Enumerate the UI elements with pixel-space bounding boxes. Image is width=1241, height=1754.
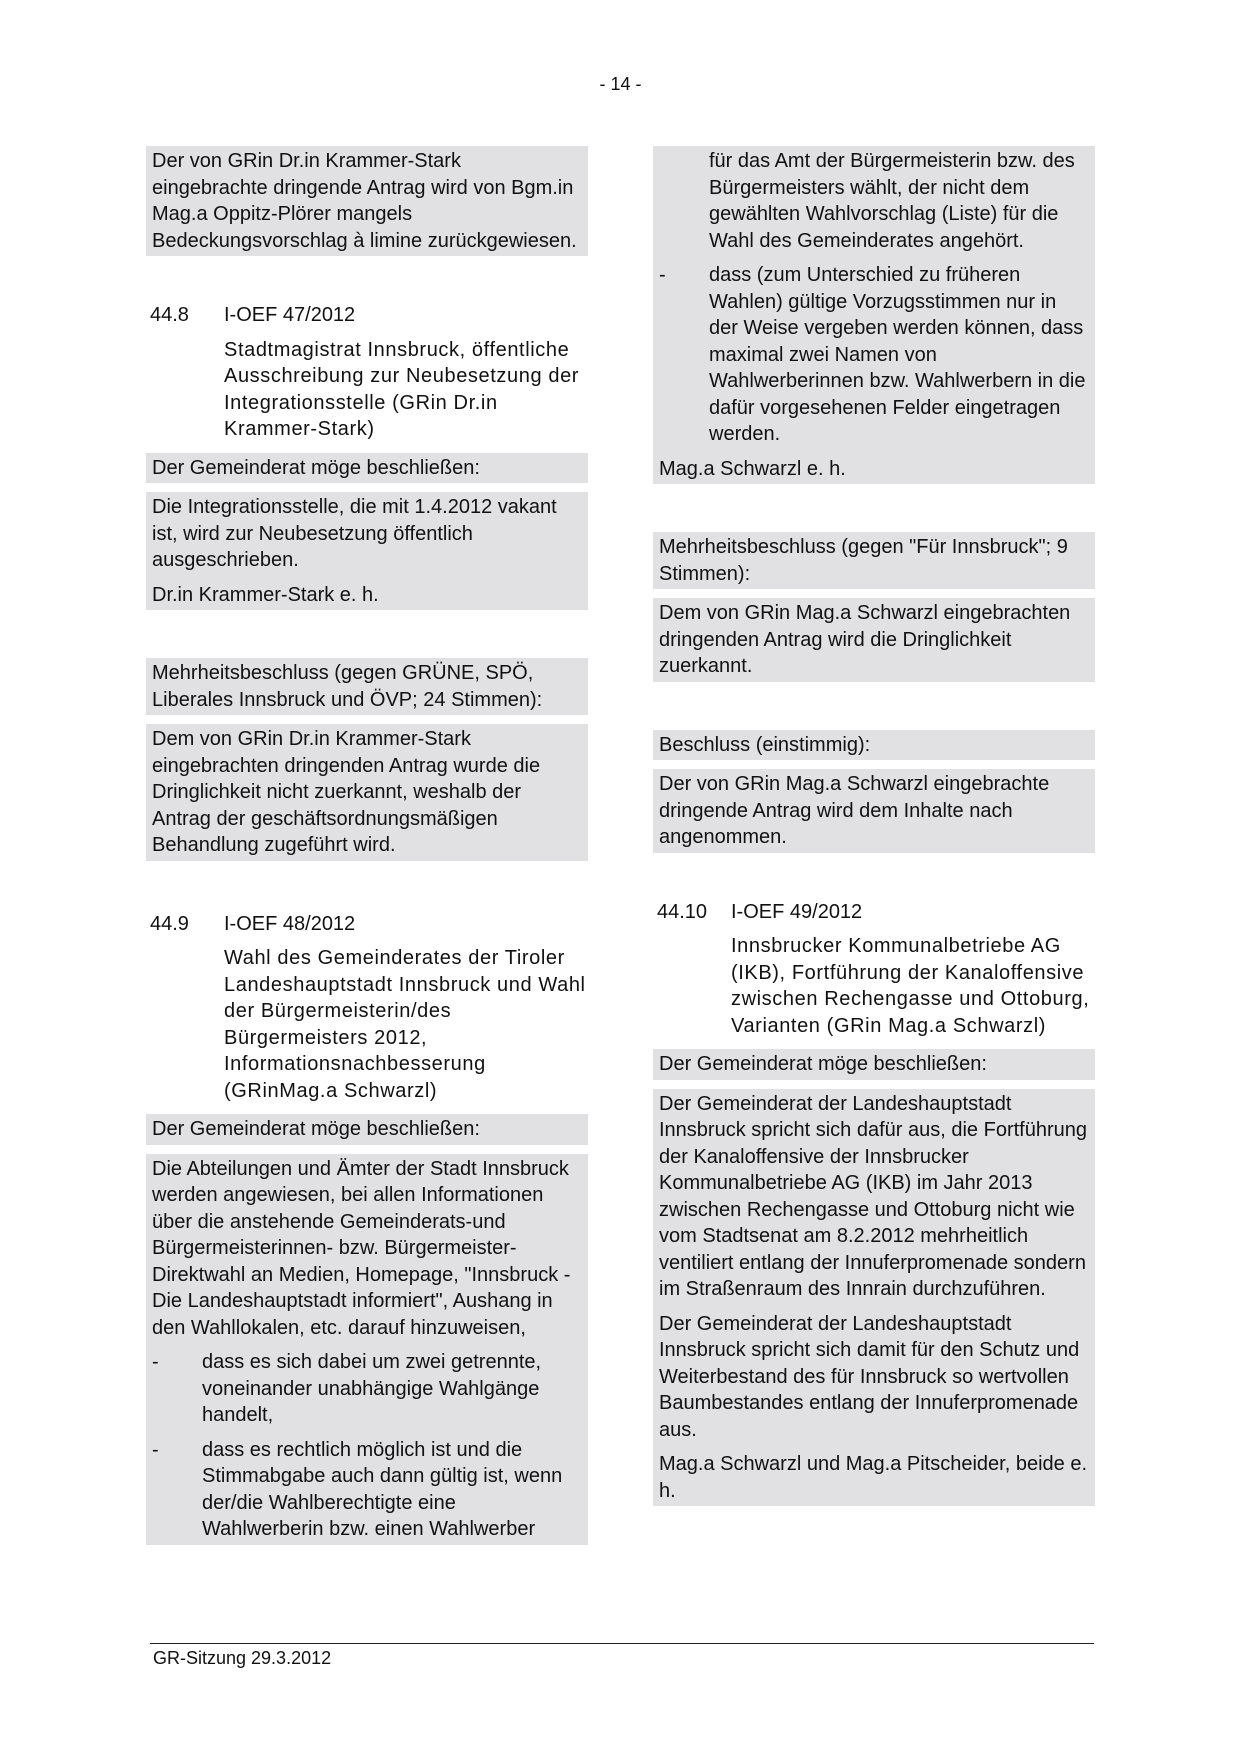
- urgency-heading: Mehrheitsbeschluss (gegen "Für Innsbruck"; 9 Stimmen):: [659, 536, 1068, 585]
- item-title: Wahl des Gemeinderates der Tiroler Landeshauptstadt Innsbruck und Wahl der Bürgermeisterin/des Bürgermeisters 2012, Informationsnachbesserung (GRinMag.a Schwarzl): [224, 947, 586, 1102]
- decision-text: Dem von GRin Dr.in Krammer-Stark eingebrachten dringenden Antrag wurde die Dringlichkeit nicht zuerkannt, weshalb der Antrag der geschäftsordnungsmäßigen Behandlung zugeführt wird.: [152, 728, 541, 856]
- decision-heading: Beschluss (einstimmig):: [659, 733, 871, 756]
- motion-text: Die Abteilungen und Ämter der Stadt Innsbruck werden angewiesen, bei allen Informationen über die anstehende Gemeinderats-und Bürgermeisterinnen- bzw. Bürgermeister-Direktwahl an Medien, Homepage, "Innsbruck - Die Landeshauptstadt informiert", Aushang in den Wahllokalen, etc. darauf hinzuweisen,: [152, 1157, 571, 1339]
- list-item-text: dass es sich dabei um zwei getrennte, voneinander unabhängige Wahlgänge handelt,: [202, 1351, 542, 1426]
- list-item: [659, 262, 1089, 448]
- motion-heading: Der Gemeinderat möge beschließen:: [152, 1118, 480, 1140]
- dash-bullet: -: [152, 1438, 159, 1461]
- decision-text: Der von GRin Mag.a Schwarzl eingebrachte dringende Antrag wird dem Inhalte nach angenommen.: [659, 773, 1050, 848]
- decision-heading: Mehrheitsbeschluss (gegen GRÜNE, SPÖ, Liberales Innsbruck und ÖVP; 24 Stimmen):: [152, 662, 543, 711]
- item-code: I-OEF 49/2012: [731, 900, 863, 923]
- footer-divider: [150, 1643, 1094, 1644]
- page-number: - 14 -: [599, 74, 642, 94]
- dash-bullet: -: [152, 1351, 159, 1373]
- rejection-block: [146, 146, 588, 256]
- list-item: [152, 1437, 582, 1543]
- dash-bullet: -: [659, 264, 666, 286]
- item-header-44-8: [146, 302, 588, 329]
- list-item-text: dass es rechtlich möglich ist und die Stimmabgabe auch dann gültig ist, wenn der/die Wahlberechtigte eine Wahlwerberin bzw. einen Wahlwerber: [202, 1438, 563, 1540]
- urgency-body: [653, 598, 1095, 682]
- item-code: I-OEF 48/2012: [224, 912, 356, 935]
- item-number: 44.9: [150, 912, 189, 935]
- motion-body: [146, 1154, 588, 1545]
- rejection-text: Der von GRin Dr.in Krammer-Stark eingebrachte dringende Antrag wird von Bgm.in Mag.a Oppitz-Plörer mangels Bedeckungsvorschlag à limine zurückgewiesen.: [152, 150, 577, 252]
- item-title: Stadtmagistrat Innsbruck, öffentliche Ausschreibung zur Neubesetzung der Integrationsstelle (GRin Dr.in Krammer-Stark): [224, 338, 580, 440]
- item-header-44-9: [146, 911, 588, 938]
- signature: Mag.a Schwarzl und Mag.a Pitscheider, beide e. h.: [659, 1453, 1088, 1502]
- item-number: 44.8: [150, 304, 189, 326]
- decision-body: [653, 769, 1095, 853]
- list-item: [152, 1349, 582, 1429]
- motion-text-1: Der Gemeinderat der Landeshauptstadt Innsbruck spricht sich dafür aus, die Fortführung der Kanaloffensive der Innsbrucker Kommunalbetriebe AG (IKB) im Jahr 2013 zwischen Rechengasse und Ottoburg nicht wie vom Stadtsenat am 8.2.2012 mehrheitlich ventiliert entlang der Innuferpromenade sondern im Straßenraum des Innrain durchzuführen.: [659, 1092, 1087, 1300]
- motion-block: [146, 453, 588, 484]
- footer-text: GR-Sitzung 29.3.2012: [153, 1648, 332, 1668]
- motion-text: Die Integrationsstelle, die mit 1.4.2012 vakant ist, wird zur Neubesetzung öffentlich ausgeschrieben.: [152, 496, 557, 571]
- list-item-text: dass (zum Unterschied zu früheren Wahlen) gültige Vorzugsstimmen nur in der Weise vergeben werden können, dass maximal zwei Namen von Wahlwerberinnen bzw. Wahlwerbern in die dafür vorgesehenen Felder eingetragen werden.: [709, 264, 1086, 445]
- decision-heading-block: [146, 658, 588, 715]
- decision-heading-block: [653, 730, 1095, 761]
- signature: Mag.a Schwarzl e. h.: [659, 457, 846, 480]
- urgency-text: Dem von GRin Mag.a Schwarzl eingebrachten dringenden Antrag wird die Dringlichkeit zuerkannt.: [659, 602, 1071, 677]
- item-code: I-OEF 47/2012: [224, 304, 356, 326]
- motion-body: [146, 492, 588, 610]
- item-title: Innsbrucker Kommunalbetriebe AG (IKB), Fortführung der Kanaloffensive zwischen Rechengasse und Ottoburg, Varianten (GRin Mag.a Schwarzl): [731, 935, 1090, 1037]
- motion-heading: Der Gemeinderat möge beschließen:: [659, 1053, 987, 1075]
- motion-body: [653, 1089, 1095, 1507]
- urgency-heading-block: [653, 532, 1095, 589]
- decision-body: [146, 724, 588, 861]
- continued-list: [653, 146, 1095, 484]
- motion-block: [146, 1114, 588, 1145]
- left-column: [146, 146, 588, 1545]
- list-item-continued: für das Amt der Bürgermeisterin bzw. des Bürgermeisters wählt, der nicht dem gewählten Wahlvorschlag (Liste) für die Wahl des Gemeinderates angehört.: [709, 150, 1075, 252]
- motion-heading: Der Gemeinderat möge beschließen:: [152, 456, 480, 479]
- item-header-44-10: [653, 899, 1095, 926]
- motion-text-2: Der Gemeinderat der Landeshauptstadt Innsbruck spricht sich damit für den Schutz und Weiterbestand des für Innsbruck so wertvollen Baumbestandes entlang der Innuferpromenade aus.: [659, 1312, 1080, 1441]
- item-number: 44.10: [657, 900, 708, 923]
- motion-block: [653, 1049, 1095, 1080]
- signature: Dr.in Krammer-Stark e. h.: [152, 583, 379, 606]
- right-column: [653, 146, 1095, 1506]
